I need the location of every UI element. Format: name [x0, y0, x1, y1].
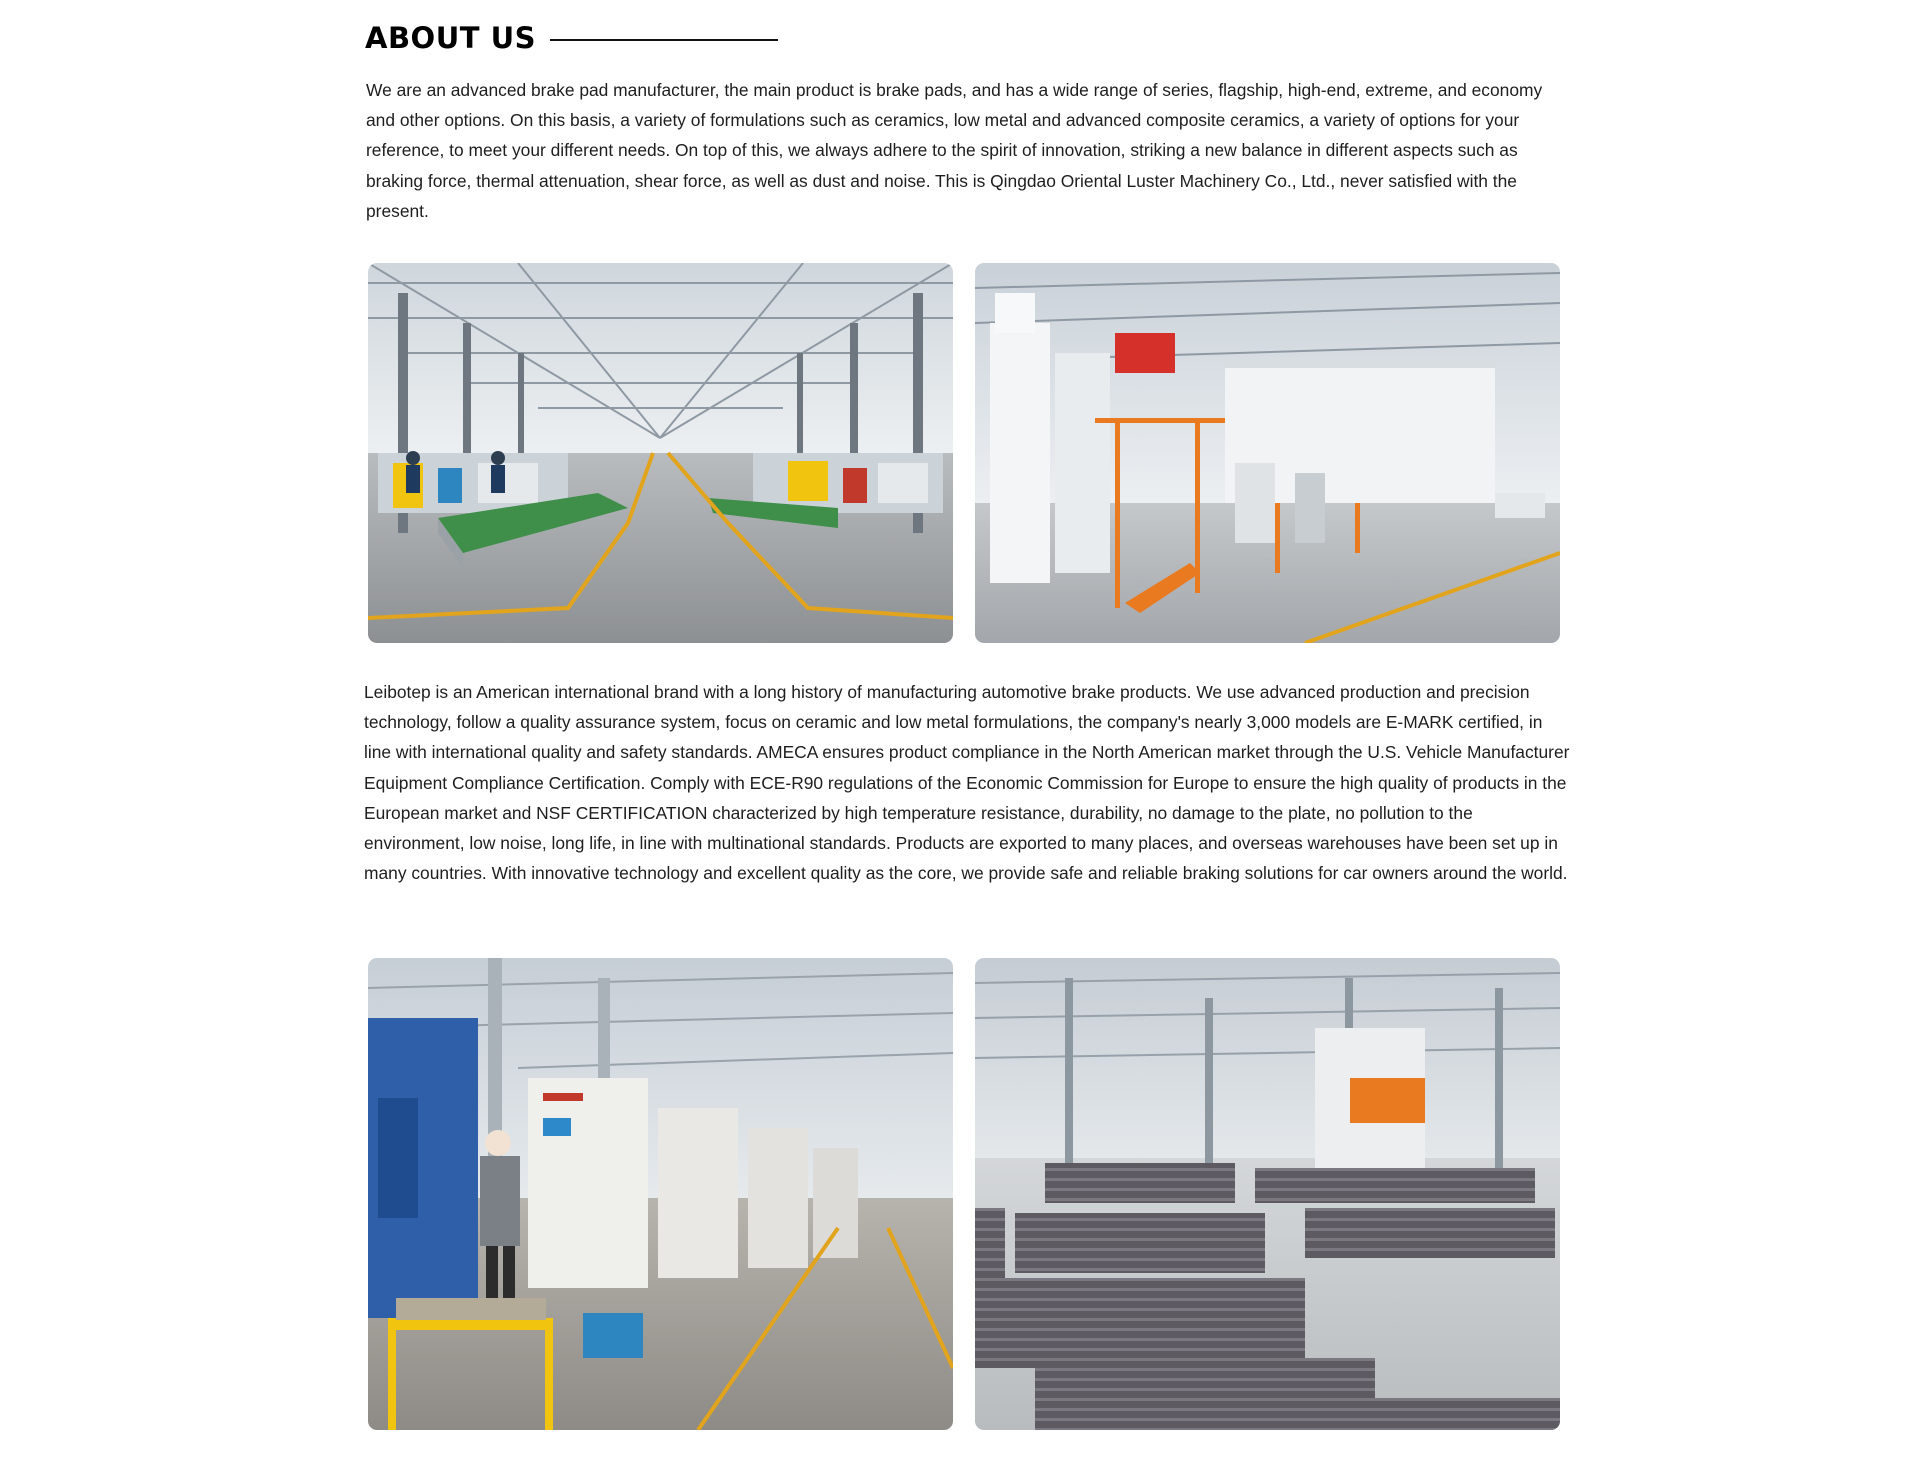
about-details-paragraph: Leibotep is an American international brand with a long history of manufacturing automotive brake products. We use advanced production and precision technology, follow a quality assurance system, focus on ceramic and low metal formulations, the company's nearly 3,000 models are E-MARK certified, in line with international quality and safety standards. AMECA ensures product compliance in the North American market through the U.S. Vehicle Manufacturer Equipment Compliance Certification. Comply with ECE-R90 regulations of the Economic Commission for Europe to ensure the high quality of products in the European market and NSF CERTIFICATION characterized by high temperature resistance, durability, no damage to the plate, no pollution to the environment, low noise, long life, in line with multinational standards. Products are exported to many places, and overseas warehouses have been set up in many countries. With innovative technology and excellent quality as the core, we provide safe and reliable braking solutions for car owners around the world.	[364, 682, 1570, 884]
about-heading-row	[365, 20, 778, 56]
heading-divider	[550, 39, 778, 41]
factory-photo-press-machines	[368, 958, 953, 1430]
factory-photo-assembly-line	[368, 263, 953, 643]
about-title: ABOUT US	[365, 21, 537, 55]
about-intro-paragraph: We are an advanced brake pad manufacturer, the main product is brake pads, and has a wide range of series, flagship, high-end, extreme, and economy and other options. On this basis, a variety of formulations such as ceramics, low metal and advanced composite ceramics, a variety of options for your reference, to meet your different needs. On top of this, we always adhere to the spirit of innovation, striking a new balance in different aspects such as braking force, thermal attenuation, shear force, as well as dust and noise. This is Qingdao Oriental Luster Machinery Co., Ltd., never satisfied with the present.	[366, 80, 1543, 221]
factory-photo-brake-pad-stacks	[975, 958, 1560, 1430]
factory-photo-coating-line	[975, 263, 1560, 643]
